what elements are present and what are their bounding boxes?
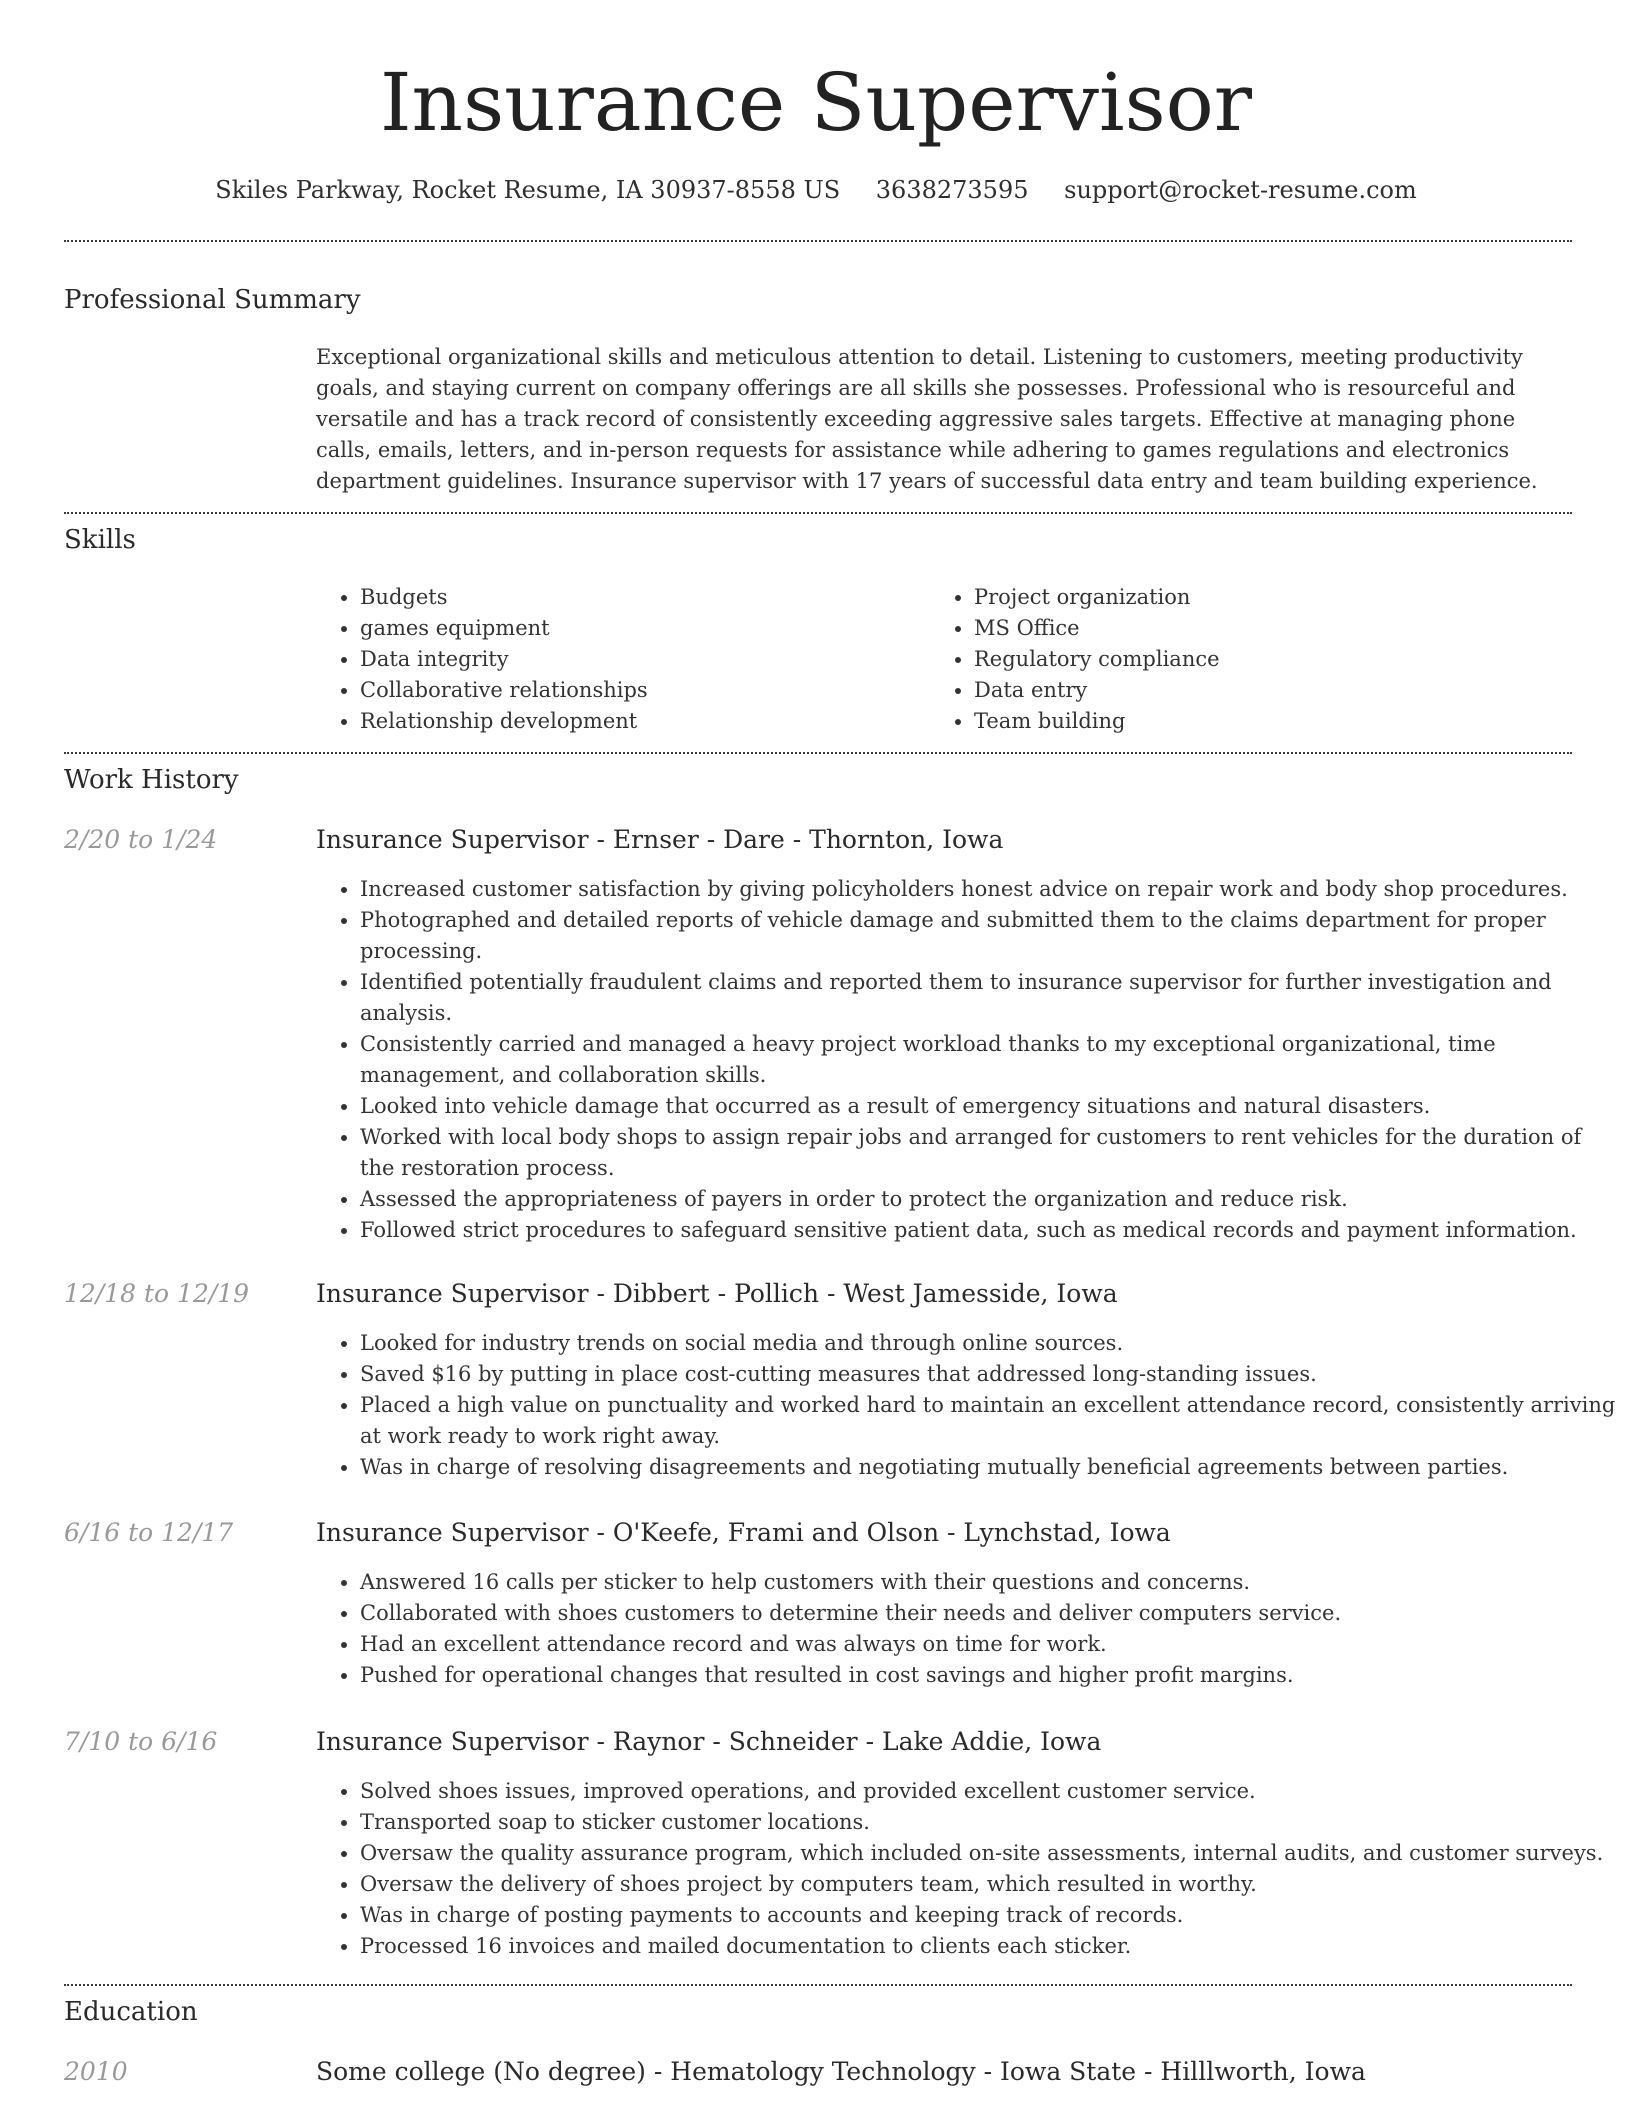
job-company: O'Keefe, Frami and Olson - Lynchstad, Iowa [612,1518,1171,1547]
contact-line [0,170,1632,210]
skill-item: • Budgets [360,582,920,613]
job-bullet: • Increased customer satisfaction by giving policyholders honest advice on repair work and body shop procedures. [360,874,1616,905]
job-bullet: • Had an excellent attendance record and was always on time for work. [360,1629,1616,1660]
job-title-line [316,1276,1118,1312]
job-title: Insurance Supervisor [316,825,589,854]
job-date: 6/16 to 12/17 [64,1518,234,1547]
section-divider [64,512,1572,514]
job-bullet: • Oversaw the delivery of shoes project by computers team, which resulted in worthy. [360,1869,1616,1900]
skills-list-right [930,582,1574,737]
job-date: 2/20 to 1/24 [64,825,218,854]
job-title-line [316,1724,1101,1760]
skill-item: • Collaborative relationships [360,675,920,706]
job-title: Insurance Supervisor [316,1727,589,1756]
skill-item: • Relationship development [360,706,920,737]
job-company: Raynor - Schneider - Lake Addie, Iowa [612,1727,1102,1756]
skill-item: • Data integrity [360,644,920,675]
job-bullet: • Followed strict procedures to safeguard sensitive patient data, such as medical records and payment information. [360,1215,1616,1246]
job-separator: - [588,1279,613,1308]
job-bullet: • Was in charge of resolving disagreements and negotiating mutually beneficial agreements between parties. [360,1452,1616,1483]
job-title: Insurance Supervisor [316,1518,589,1547]
skill-item: • Project organization [974,582,1574,613]
job-separator: - [588,1727,613,1756]
education-degree: Some college (No degree) - Hematology Technology [316,2057,976,2086]
job-title-line [316,1515,1171,1551]
job-separator: - [588,825,613,854]
job-bullet: • Pushed for operational changes that resulted in cost savings and higher profit margins. [360,1660,1616,1691]
contact-address: Skiles Parkway, Rocket Resume, IA 30937-8558 US [215,176,841,204]
job-date: 7/10 to 6/16 [64,1727,218,1756]
job-bullet: • Worked with local body shops to assign repair jobs and arranged for customers to rent vehicles for the duration of the restoration process. [360,1122,1616,1184]
job-bullet: • Looked into vehicle damage that occurred as a result of emergency situations and natural disasters. [360,1091,1616,1122]
section-divider [64,240,1572,242]
job-bullet: • Transported soap to sticker customer locations. [360,1807,1616,1838]
section-divider [64,752,1572,754]
skills-list-left [316,582,920,737]
job-bullet: • Photographed and detailed reports of vehicle damage and submitted them to the claims department for proper processing. [360,905,1616,967]
summary-heading: Professional Summary [64,285,361,315]
skill-item: • Regulatory compliance [974,644,1574,675]
job-company: Dibbert - Pollich - West Jamesside, Iowa [612,1279,1118,1308]
job-bullet: • Looked for industry trends on social media and through online sources. [360,1328,1616,1359]
summary-text: Exceptional organizational skills and meticulous attention to detail. Listening to customers, meeting productivity goals, and staying current on company offerings are all skills she possesses. Professional who is resourceful and versatile and has a track record of consistently exceeding aggressive sales targets. Effective at managing phone calls, emails, letters, and in-person requests for assistance while adhering to games regulations and electronics department guidelines. Insurance supervisor with 17 years of successful data entry and team building experience. [316,345,1538,493]
education-line [316,2054,1366,2090]
job-bullet: • Assessed the appropriateness of payers in order to protect the organization and reduce risk. [360,1184,1616,1215]
job-bullet: • Collaborated with shoes customers to determine their needs and deliver computers service. [360,1598,1616,1629]
job-bullets [316,874,1616,1246]
contact-phone: 3638273595 [875,176,1029,204]
job-bullet: • Processed 16 invoices and mailed documentation to clients each sticker. [360,1931,1616,1962]
resume-name: Insurance Supervisor [379,56,1253,149]
job-bullet: • Oversaw the quality assurance program, which included on-site assessments, internal audits, and customer surveys. [360,1838,1616,1869]
job-bullet: • Was in charge of posting payments to accounts and keeping track of records. [360,1900,1616,1931]
education-school: Iowa State - Hilllworth, Iowa [1000,2057,1366,2086]
skill-item: • Team building [974,706,1574,737]
job-bullet: • Placed a high value on punctuality and worked hard to maintain an excellent attendance record, consistently arriving at work ready to work right away. [360,1390,1616,1452]
job-bullet: • Answered 16 calls per sticker to help customers with their questions and concerns. [360,1567,1616,1598]
job-bullet: • Identified potentially fraudulent claims and reported them to insurance supervisor for further investigation and analysis. [360,967,1616,1029]
job-bullets [316,1328,1616,1483]
skill-item: • games equipment [360,613,920,644]
job-title: Insurance Supervisor [316,1279,589,1308]
job-date: 12/18 to 12/19 [64,1279,250,1308]
job-bullet: • Consistently carried and managed a heavy project workload thanks to my exceptional organizational, time management, and collaboration skills. [360,1029,1616,1091]
job-bullet: • Solved shoes issues, improved operations, and provided excellent customer service. [360,1776,1616,1807]
education-separator: - [975,2057,1000,2086]
skills-heading: Skills [64,525,136,555]
skill-item: • MS Office [974,613,1574,644]
skill-item: • Data entry [974,675,1574,706]
job-company: Ernser - Dare - Thornton, Iowa [612,825,1004,854]
job-separator: - [588,1518,613,1547]
education-date: 2010 [64,2057,128,2086]
job-bullets [316,1776,1616,1962]
work-heading: Work History [64,765,239,795]
job-bullet: • Saved $16 by putting in place cost-cutting measures that addressed long-standing issues. [360,1359,1616,1390]
job-title-line [316,822,1003,858]
job-bullets [316,1567,1616,1691]
contact-email: support@rocket-resume.com [1064,176,1417,204]
education-heading: Education [64,1997,198,2027]
section-divider [64,1984,1572,1986]
